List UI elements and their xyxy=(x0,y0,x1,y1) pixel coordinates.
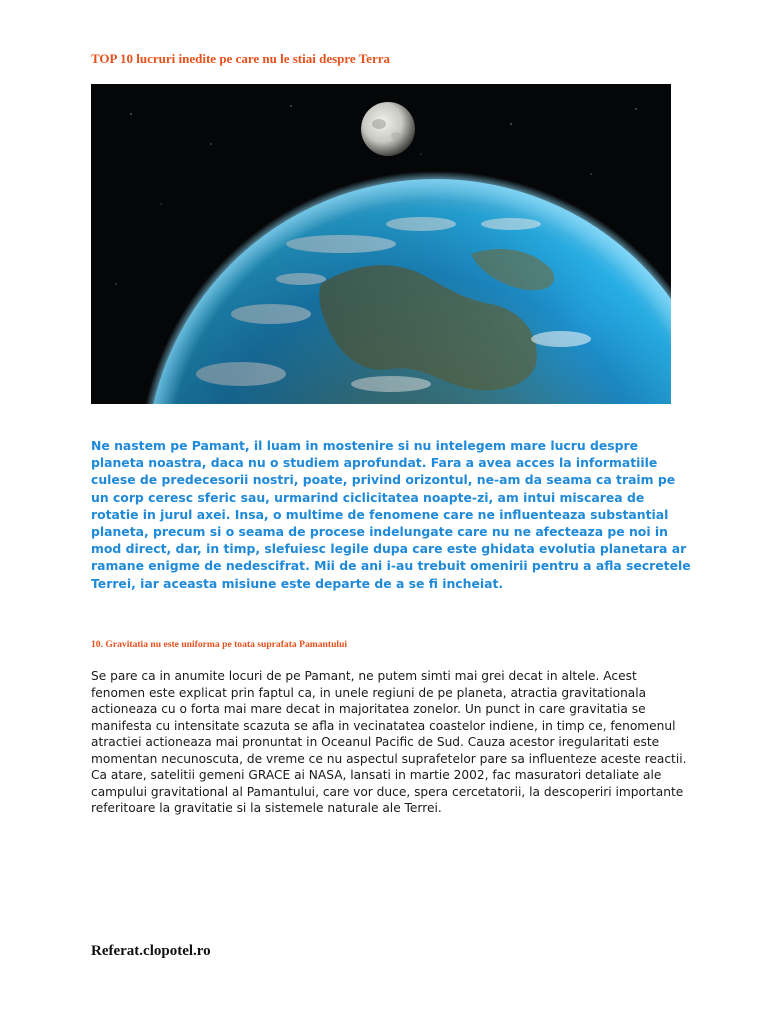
document-title: TOP 10 lucruri inedite pe care nu le stiai despre Terra xyxy=(91,51,390,66)
intro-paragraph: Ne nastem pe Pamant, il luam in mostenire si nu intelegem mare lucru despre planeta noastra, daca nu o studiem aprofundat. Fara a avea acces la informatiile culese de predecesorii nostri, poate, privind orizontul, ne-am da seama ca traim pe un corp ceresc sferic sau, urmarind ciclicitatea noapte-zi, am intui miscarea de rotatie in jurul axei. Insa, o multime de fenomene care ne influenteaza substantial planeta, precum si o seama de procese indelungate care nu ne afecteaza pe noi in mod direct, dar, in timp, slefuiesc legile dupa care este ghidata evolutia planetara ar ramane enigme de nedescifrat. Mii de ani i-au trebuit omenirii pentru a afla secretele Terrei, iar aceasta misiune este departe de a se fi incheiat. xyxy=(91,438,691,591)
section-body: Se pare ca in anumite locuri de pe Pamant, ne putem simti mai grei decat in altele. Acest fenomen este explicat prin faptul ca, in unele regiuni de pe planeta, atractia gravitationala actioneaza cu o forta mai mare decat in majoritatea zonelor. Un punct in care gravitatia se manifesta cu intensitate scazuta se afla in vecinatatea coastelor indiene, in timp ce, fenomenul atractiei actioneaza mai pronuntat in Oceanul Pacific de Sud. Cauza acestor iregularitati este momentan necunoscuta, de vreme ce nu aspectul suprafetelor pare sa influenteze aceste reactii. Ca atare, satelitii gemeni GRACE ai NASA, lansati in martie 2002, fac masuratori detaliate ale campului gravitational al Pamantului, care vor duce, spera cercetatorii, la descoperiri importante referitoare la gravitatie si la sistemele naturale ale Terrei. xyxy=(91,669,687,815)
footer-source: Referat.clopotel.ro xyxy=(91,943,211,959)
section-heading: 10. Gravitatia nu este uniforma pe toata suprafata Pamantului xyxy=(91,639,348,650)
hero-image xyxy=(91,84,671,404)
